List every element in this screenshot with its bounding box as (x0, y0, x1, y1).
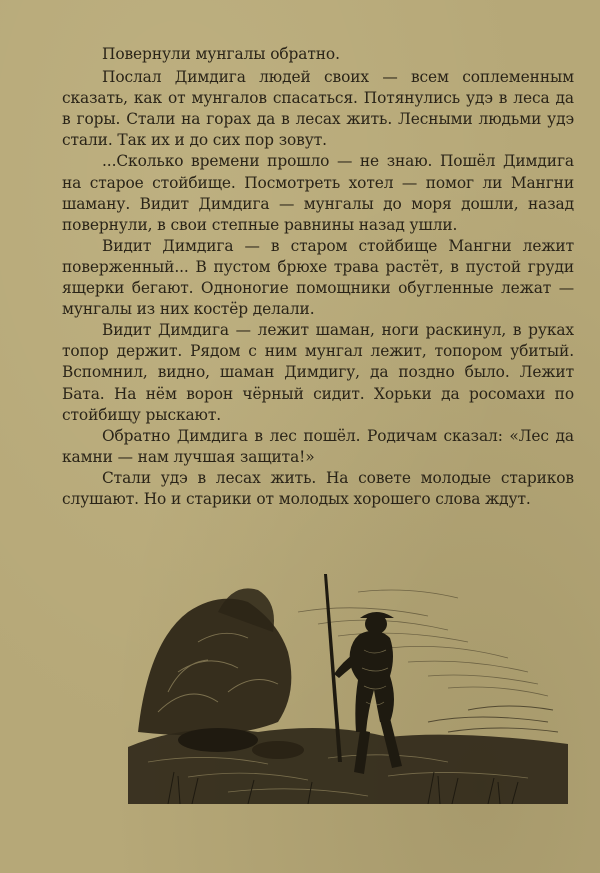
paragraph-3: ...Сколько времени прошло — не знаю. Пошёл Димдига на старое стойбище. Посмотреть хотел — помог ли Мангни шаману. Видит Димдига — мунгалы до моря дошли, назад повернули, в свои степные равнины назад ушли. (62, 152, 574, 234)
paragraph-6: Обратно Димдига в лес пошёл. Родичам сказал: «Лес да камни — нам лучшая защита!» (62, 426, 574, 466)
paragraph-2: Послал Димдига людей своих — всем соплеменным сказать, как от мунгалов спасаться. Потянулись удэ в леса да в горы. Стали на горах да в лесах жить. Лесными людьми удэ стали. Так их и до сих пор зовут. (62, 68, 574, 150)
paragraph-5: Видит Димдига — лежит шаман, ноги раскинул, в руках топор держит. Рядом с ним мунгал лежит, топором убитый. Вспомнил, видно, шаман Димдигу, да поздно было. Лежит Бата. На нём ворон чёрный сидит. Хорьки да росомахи по стойбищу рыскают. (62, 321, 574, 424)
story-text (62, 44, 574, 510)
engraving-illustration (128, 572, 568, 804)
paragraph-4: Видит Димдига — в старом стойбище Мангни лежит поверженный... В пустом брюхе трава растёт, в пустой груди ящерки бегают. Одноногие помощники обугленные лежат — мунгалы из них костёр делали. (62, 236, 574, 319)
paragraph-7: Стали удэ в лесах жить. На совете молодые стариков слушают. Но и старики от молодых хорошего слова ждут. (62, 468, 574, 508)
paragraph-1: Повернули мунгалы обратно. (102, 45, 340, 63)
